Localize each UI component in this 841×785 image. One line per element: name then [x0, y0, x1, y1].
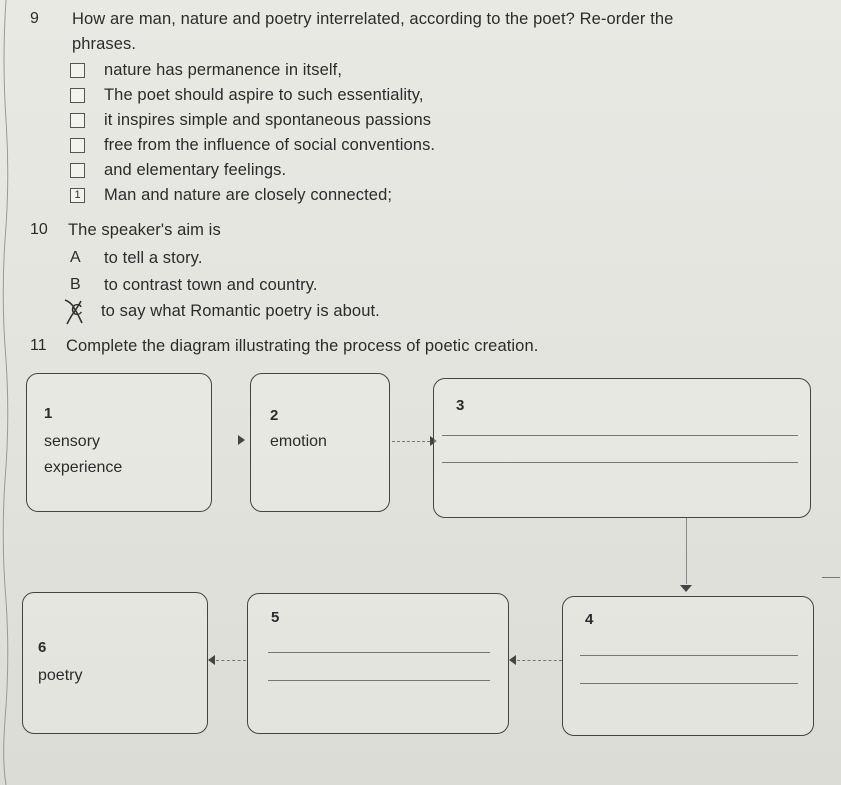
- answer-blank-line[interactable]: [442, 435, 798, 436]
- phrase-order-checkbox[interactable]: [70, 88, 85, 103]
- phrase-order-checkbox[interactable]: [70, 63, 85, 78]
- answer-blank-line[interactable]: [580, 683, 798, 684]
- diagram-box-4: [562, 596, 814, 736]
- box-number: 2: [270, 407, 279, 424]
- box-text: poetry: [38, 667, 83, 684]
- question-11-number: 11: [30, 337, 47, 354]
- answer-blank-line[interactable]: [268, 680, 490, 681]
- box-number: 4: [585, 611, 594, 628]
- phrase-text: Man and nature are closely connected;: [104, 186, 393, 204]
- question-9-number: 9: [30, 10, 39, 27]
- box-text: sensory: [44, 433, 101, 450]
- phrase-text: The poet should aspire to such essentiality,: [104, 86, 424, 104]
- answer-blank-line[interactable]: [580, 655, 798, 656]
- question-11-prompt: Complete the diagram illustrating the process of poetic creation.: [66, 337, 539, 355]
- question-9-prompt-cont: phrases.: [72, 35, 137, 53]
- flow-connector: [517, 660, 562, 661]
- box-number: 3: [456, 397, 465, 414]
- box-text: experience: [44, 459, 123, 476]
- question-9-prompt: How are man, nature and poetry interrelated, according to the poet? Re-order the: [72, 10, 674, 28]
- phrase-order-checkbox[interactable]: 1: [70, 188, 85, 203]
- box-number: 5: [271, 609, 280, 626]
- option-letter-c[interactable]: C: [71, 302, 83, 319]
- answer-blank-line[interactable]: [268, 652, 490, 653]
- flow-arrow-left-icon: [509, 655, 516, 665]
- question-10-prompt: The speaker's aim is: [68, 221, 221, 239]
- option-text-a: to tell a story.: [104, 249, 203, 267]
- page-margin-edge: [0, 0, 12, 785]
- flow-connector: [216, 660, 246, 661]
- option-letter-a[interactable]: A: [70, 249, 81, 266]
- flow-connector: [392, 441, 430, 442]
- option-text-c: to say what Romantic poetry is about.: [101, 302, 380, 320]
- answer-blank-line[interactable]: [442, 462, 798, 463]
- phrase-text: nature has permanence in itself,: [104, 61, 343, 79]
- flow-connector: [686, 518, 687, 584]
- box-number: 1: [44, 405, 53, 422]
- diagram-box-6: [22, 592, 208, 734]
- flow-arrow-left-icon: [208, 655, 215, 665]
- option-letter-b[interactable]: B: [70, 276, 81, 293]
- option-text-b: to contrast town and country.: [104, 276, 318, 294]
- box-text: emotion: [270, 433, 327, 450]
- diagram-box-3: [433, 378, 811, 518]
- flow-arrow-down-icon: [680, 585, 692, 592]
- phrase-order-checkbox[interactable]: [70, 163, 85, 178]
- box-number: 6: [38, 639, 47, 656]
- flow-arrow-right-icon: [238, 435, 245, 445]
- diagram-box-5: [247, 593, 509, 734]
- page-edge-mark: [822, 577, 840, 578]
- phrase-order-checkbox[interactable]: [70, 138, 85, 153]
- handwritten-cross-mark-icon: [60, 296, 86, 326]
- phrase-text: it inspires simple and spontaneous passions: [104, 111, 432, 129]
- phrase-text: and elementary feelings.: [104, 161, 287, 179]
- phrase-order-checkbox[interactable]: [70, 113, 85, 128]
- phrase-text: free from the influence of social conventions.: [104, 136, 436, 154]
- question-10-number: 10: [30, 221, 48, 238]
